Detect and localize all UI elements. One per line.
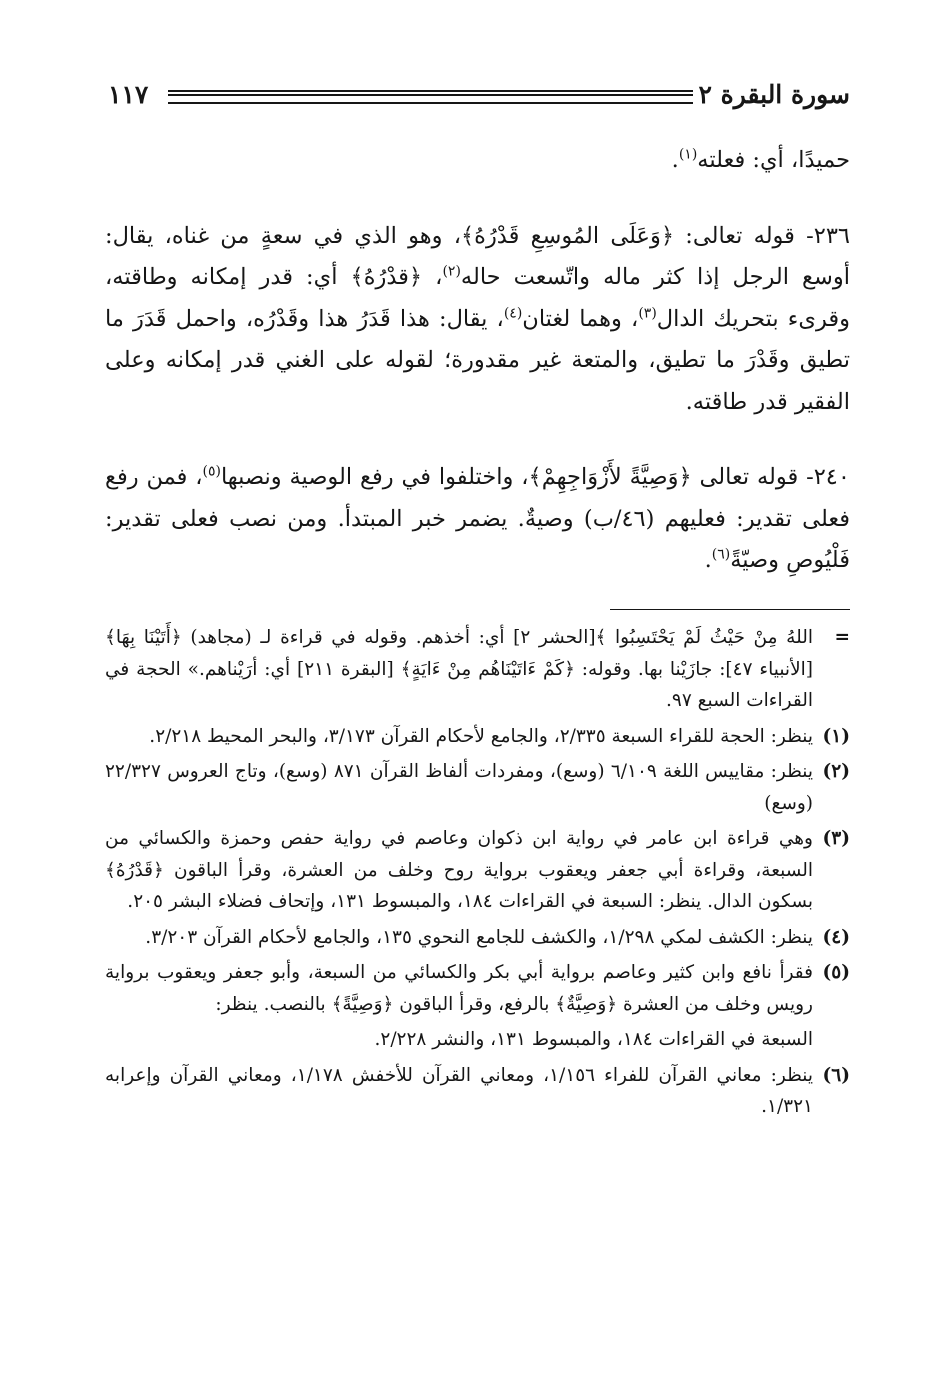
footnote-text: ينظر: معاني القرآن للفراء ١/١٥٦، ومعاني القرآن للأخفش ١/١٧٨، ومعاني القرآن وإعرابه ١/٣٢١.: [105, 1064, 813, 1117]
paragraph-text: حميدًا، أي: فعلته: [697, 147, 850, 173]
footnote-3: [105, 823, 850, 918]
footnote-number: (٣): [822, 828, 850, 849]
paragraph-end: .: [704, 547, 712, 573]
quran-verse: ﴿قدْرُهُ﴾: [350, 264, 423, 290]
quran-verse: ﴿وَصِيَّةً لأَزْوَاجِهِمْ﴾: [528, 464, 692, 490]
footnote-ref-6[interactable]: (٦): [711, 546, 731, 563]
footnote-continuation: [105, 622, 850, 717]
footnote-text: فقرأ نافع وابن كثير وعاصم برواية أبي بكر والكسائي من السبعة، وأبو جعفر ويعقوب برواية رويس وخلف من العشرة ﴿وَصِيَّةٌ﴾ بالرفع، وقرأ الباقون ﴿وَصِيَّةً﴾ بالنصب. ينظر:: [105, 962, 813, 1015]
paragraph-text: ، يقال: هذا قَدَرُ هذا وقَدْرُه، واحمل قَدَرَ ما تطيق وقَدْرَ ما تطيق، والمتعة غير مقدورة؛ لقوله على الغني قدر إمكانه وعلى الفقير قدر طاقته.: [105, 305, 850, 415]
footnotes: [105, 622, 850, 1127]
footnote-text: ينظر: الكشف لمكي ١/٢٩٨، والكشف للجامع النحوي ١٣٥، والجامع لأحكام القرآن ٣/٢٠٣.: [145, 926, 813, 948]
paragraph-text: ،: [422, 264, 443, 290]
footnote-ref-3[interactable]: (٣): [638, 305, 657, 321]
paragraph-continuation: [105, 140, 850, 182]
footnote-number: (٥): [822, 962, 850, 983]
footnote-continuation-marker: =: [834, 627, 850, 648]
paragraph-text: ، وهما لغتان: [522, 305, 639, 332]
footnote-number: (١): [822, 725, 850, 747]
footnote-2: [105, 756, 850, 819]
paragraph-236: [105, 216, 850, 424]
footnote-separator: [610, 609, 850, 610]
paragraph-text: ، فمن رفع فعلى تقدير: فعليهم (٤٦/ب) وصيةٌ. يضمر خبر المبتدأ. ومن نصب فعلى تقدير: فَلْيُوصِ وصيّةً: [105, 464, 850, 573]
main-text: [105, 140, 850, 582]
page-number: ١١٧: [108, 80, 149, 109]
footnote-6: [105, 1060, 850, 1123]
quran-verse: ﴿وَعَلَى المُوسِعِ قَدْرُهُ﴾: [460, 222, 675, 249]
footnote-ref-4[interactable]: (٤): [503, 305, 523, 321]
paragraph-text: أي: قدر إمكانه وطاقته، وقرىء بتحريك الدال: [105, 264, 851, 332]
footnote-4: [105, 922, 850, 954]
footnote-text: ينظر: مقاييس اللغة ٦/١٠٩ (وسع)، ومفردات ألفاظ القرآن ٨٧١ (وسع)، وتاج العروس ٢٢/٣٢٧ (وسع): [105, 761, 813, 814]
paragraph-lead: ٢٤٠- قوله تعالى: [691, 464, 850, 490]
footnote-ref-2[interactable]: (٢): [442, 263, 461, 280]
paragraph-lead: ٢٣٦- قوله تعالى:: [674, 222, 851, 249]
footnote-number: (٢): [822, 761, 850, 782]
footnote-number: (٦): [822, 1064, 850, 1086]
footnote-text: وهي قراءة ابن عامر في رواية ابن ذكوان وعاصم في رواية حفص وحمزة والكسائي من السبعة، وقراءة أبي جعفر ويعقوب برواية روح وخلف من العشرة، وقرأ الباقون ﴿قَدْرُهُ﴾ بسكون الدال. ينظر: السبعة في القراءات ١٨٤، والمبسوط ١٣١، وإتحاف فضلاء البشر ٢٠٥.: [105, 828, 813, 912]
footnote-text-extra: السبعة في القراءات ١٨٤، والمبسوط ١٣١، والنشر ٢/٢٢٨.: [374, 1029, 813, 1050]
footnote-ref-5[interactable]: (٥): [202, 463, 221, 480]
header-rule: [168, 90, 693, 104]
footnote-1: [105, 721, 850, 753]
paragraph-end: .: [671, 147, 679, 173]
footnote-number: (٤): [822, 926, 850, 948]
paragraph-240: [105, 457, 850, 582]
footnote-text: اللهُ مِنْ حَيْثُ لَمْ يَحْتَسِبُوا ﴾[الحشر ٢] أي: أخذهم. وقوله في قراءة لـ (مجاهد) ﴿أَتَيْنَا بِهَا﴾ [الأنبياء ٤٧]: جازَيْنا بها. وقوله: ﴿كَمْ ءَاتَيْنَاهُم مِنْ ءَايَةٍ﴾ [البقرة ٢١١] أي: أرَيْناهم.» الحجة في القراءات السبع ٩٧.: [105, 627, 813, 711]
footnote-text: ينظر: الحجة للقراء السبعة ٢/٣٣٥، والجامع لأحكام القرآن ٣/١٧٣، والبحر المحيط ٢/٢١٨.: [149, 725, 813, 747]
surah-title: سورة البقرة ٢: [698, 80, 850, 109]
paragraph-text: ، وهو الذي في سعةٍ من غناه، يقال: أوسع الرجل إذا كثر ماله واتّسعت حاله: [105, 222, 850, 290]
running-header: [108, 78, 850, 118]
footnote-ref-1[interactable]: (١): [678, 146, 698, 163]
paragraph-text: ، واختلفوا في رفع الوصية ونصبها: [220, 464, 529, 490]
footnote-5: [105, 957, 850, 1056]
